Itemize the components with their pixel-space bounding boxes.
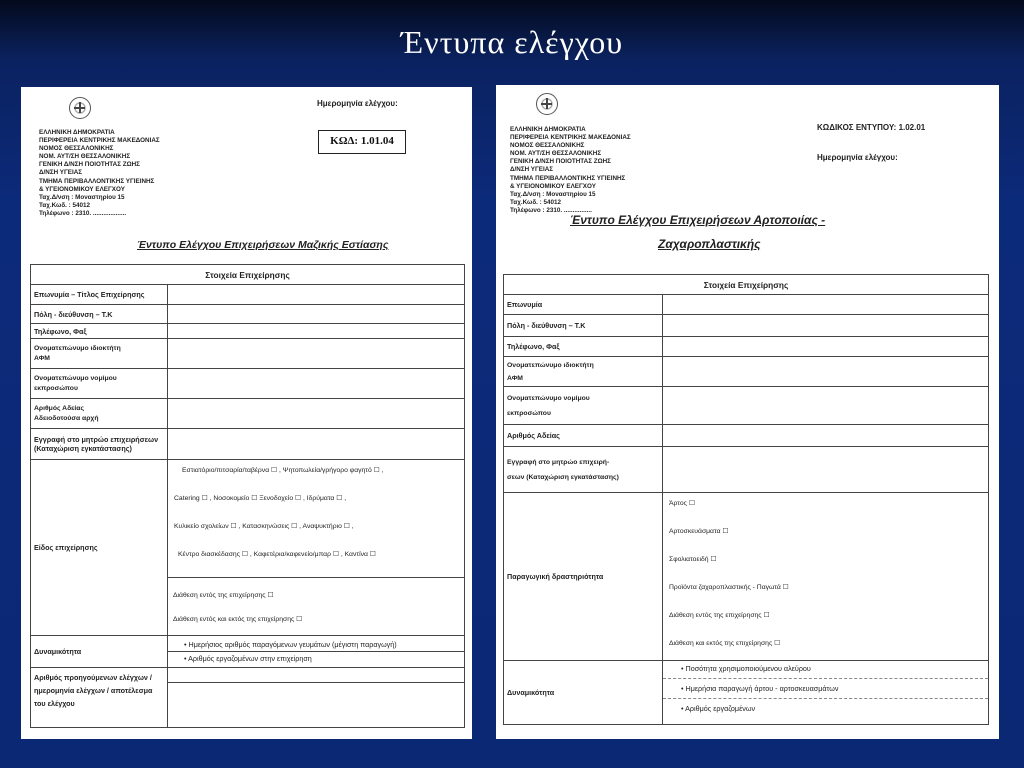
- header-line: ΓΕΝΙΚΗ Δ/ΝΣΗ ΠΟΙΟΤΗΤΑΣ ΖΩΗΣ: [510, 158, 611, 166]
- input-cell[interactable]: [168, 429, 465, 460]
- inspection-date-label: Ημερομηνία ελέγχου:: [317, 99, 398, 108]
- capacity-item-text: Αριθμός εργαζομένων στην επιχείρηση: [188, 654, 312, 663]
- row-label: Εγγραφή στο μητρώο επιχειρήσεων (Καταχώριση εγκατάστασης): [31, 429, 168, 460]
- capacity-item[interactable]: • Ημερήσιος αριθμός παραγόμενων γευμάτων (μέγιστη παραγωγή): [168, 638, 464, 652]
- production-options: [663, 493, 989, 661]
- business-details-table: [503, 274, 989, 725]
- input-cell[interactable]: [168, 369, 465, 399]
- production-option[interactable]: Αρτοσκευάσματα ☐: [669, 528, 729, 535]
- capacity-item-text: Ποσότητα χρησιμοποιούμενου αλεύρου: [685, 664, 811, 673]
- production-option[interactable]: Προϊόντα ζαχαροπλαστικής - Παγωτά ☐: [669, 584, 789, 591]
- capacity-item[interactable]: • Αριθμός εργαζομένων: [681, 704, 756, 713]
- row-label-line: Αριθμός Αδείας: [34, 405, 85, 412]
- type-option-line[interactable]: Κέντρο διασκέδασης ☐ , Καφετέρια/καφενείο/μπαρ ☐ , Καντίνα ☐: [178, 551, 376, 558]
- input-cell[interactable]: [168, 305, 465, 324]
- coat-of-arms-icon: [536, 93, 558, 115]
- inspection-date-label: Ημερομηνία ελέγχου:: [817, 153, 898, 162]
- row-label-line: Ονοματεπώνυμο νομίμου: [507, 394, 590, 402]
- previous-inspections-label: Αριθμός προηγούμενων ελέγχων / ημερομηνία ελέγχων / αποτέλεσμα του ελέγχου: [31, 668, 168, 728]
- authority-header: [510, 126, 631, 215]
- header-line: Ταχ.Κωδ. : 54012: [510, 198, 562, 206]
- authority-header: [39, 129, 160, 218]
- header-line: Τηλέφωνο : 2310. ................: [510, 206, 592, 214]
- capacity-item-text: Ημερήσια παραγωγή άρτου - αρτοσκευασμάτων: [685, 684, 839, 693]
- capacity-cell: [663, 661, 989, 725]
- header-line: ΝΟΜΟΣ ΘΕΣΣΑΛΟΝΙΚΗΣ: [510, 142, 585, 150]
- form-title-line-1: Έντυπο Ελέγχου Επιχειρήσεων Αρτοποιίας -: [570, 213, 826, 227]
- table-header: Στοιχεία Επιχείρησης: [31, 265, 465, 285]
- row-label: [504, 447, 663, 493]
- row-label: [31, 339, 168, 369]
- input-cell[interactable]: [663, 357, 989, 387]
- row-label-line: εκπροσώπου: [507, 409, 551, 417]
- row-label-line: Ονοματεπώνυμο νομίμου: [34, 375, 117, 382]
- coat-of-arms-icon: [69, 97, 91, 119]
- input-cell[interactable]: [168, 399, 465, 429]
- header-line: Δ/ΝΣΗ ΥΓΕΙΑΣ: [39, 169, 83, 177]
- capacity-cell: [168, 636, 465, 668]
- capacity-item[interactable]: • Ημερήσια παραγωγή άρτου - αρτοσκευασμάτων: [663, 679, 988, 699]
- row-label: [31, 399, 168, 429]
- header-line: ΕΛΛΗΝΙΚΗ ΔΗΜΟΚΡΑΤΙΑ: [510, 126, 586, 133]
- form-code-label: ΚΩΔΙΚΟΣ ΕΝΤΥΠΟΥ: 1.02.01: [817, 123, 926, 132]
- input-cell[interactable]: [663, 337, 989, 357]
- header-line: Ταχ.Κωδ. : 54012: [39, 201, 91, 209]
- disposal-option[interactable]: Διάθεση εντός και εκτός της επιχείρησης ☐: [173, 615, 303, 623]
- header-line: & ΥΓΕΙΟΝΟΜΙΚΟΥ ΕΛΕΓΧΟΥ: [39, 185, 125, 193]
- header-line: Ταχ.Δ/νση : Μοναστηρίου 15: [510, 190, 596, 198]
- type-option-line[interactable]: Εστιατόριο/πιτσαρία/ταβέρνα ☐ , Ψητοπωλεία/γρήγορο φαγητό ☐ ,: [182, 467, 384, 474]
- production-option[interactable]: Άρτος ☐: [669, 500, 695, 507]
- row-label: [504, 387, 663, 425]
- input-cell[interactable]: [168, 339, 465, 369]
- header-line: ΝΟΜ. ΑΥΤ/ΣΗ ΘΕΣΣΑΛΟΝΙΚΗΣ: [39, 153, 131, 161]
- input-cell[interactable]: [663, 315, 989, 337]
- right-document: [496, 85, 999, 739]
- header-line: Τηλέφωνο : 2310. ...................: [39, 209, 127, 217]
- header-line: ΤΜΗΜΑ ΠΕΡΙΒΑΛΛΟΝΤΙΚΗΣ ΥΓΙΕΙΝΗΣ: [39, 177, 155, 185]
- row-label: Τηλέφωνο, Φαξ: [31, 324, 168, 339]
- row-label-line: ΑΦΜ: [507, 374, 523, 382]
- row-label-line: Εγγραφή στο μητρώο επιχειρή-: [507, 458, 610, 466]
- input-cell[interactable]: [663, 447, 989, 493]
- header-line: ΝΟΜ. ΑΥΤ/ΣΗ ΘΕΣΣΑΛΟΝΙΚΗΣ: [510, 150, 602, 158]
- header-line: Ταχ.Δ/νση : Μοναστηρίου 15: [39, 193, 125, 201]
- row-label-line: Ονοματεπώνυμο ιδιοκτήτη: [507, 361, 594, 369]
- header-line: ΠΕΡΙΦΕΡΕΙΑ ΚΕΝΤΡΙΚΗΣ ΜΑΚΕΔΟΝΙΑΣ: [510, 134, 631, 142]
- disposal-options: [168, 578, 465, 636]
- header-line: Δ/ΝΣΗ ΥΓΕΙΑΣ: [510, 166, 554, 174]
- type-options: [168, 460, 465, 578]
- header-line: ΠΕΡΙΦΕΡΕΙΑ ΚΕΝΤΡΙΚΗΣ ΜΑΚΕΔΟΝΙΑΣ: [39, 137, 160, 145]
- capacity-item-text: Ημερήσιος αριθμός παραγόμενων γευμάτων (μέγιστη παραγωγή): [188, 640, 397, 649]
- row-label: Επωνυμία: [504, 295, 663, 315]
- business-details-table: [30, 264, 465, 728]
- input-cell[interactable]: [168, 324, 465, 339]
- slide-title: Έντυπα ελέγχου: [400, 24, 624, 60]
- row-label: [31, 369, 168, 399]
- form-title-line-2: Ζαχαροπλαστικής: [658, 237, 761, 251]
- header-line: ΓΕΝΙΚΗ Δ/ΝΣΗ ΠΟΙΟΤΗΤΑΣ ΖΩΗΣ: [39, 161, 140, 169]
- row-label-line: Αδειοδοτούσα αρχή: [34, 415, 99, 422]
- row-label-line: Ονοματεπώνυμο ιδιοκτήτη: [34, 345, 121, 352]
- form-title: Έντυπο Ελέγχου Επιχειρήσεων Μαζικής Εστίασης: [137, 239, 389, 251]
- row-label: Αριθμός Αδείας: [504, 425, 663, 447]
- row-label: Τηλέφωνο, Φαξ: [504, 337, 663, 357]
- form-code-box: ΚΩΔ: 1.01.04: [318, 130, 406, 154]
- capacity-label: Δυναμικότητα: [31, 636, 168, 668]
- header-line: ΤΜΗΜΑ ΠΕΡΙΒΑΛΛΟΝΤΙΚΗΣ ΥΓΙΕΙΝΗΣ: [510, 174, 626, 182]
- left-document: [21, 87, 472, 739]
- production-option[interactable]: Σφολιατοειδή ☐: [669, 556, 717, 563]
- previous-inspections-cell[interactable]: [168, 668, 465, 728]
- row-label-line: εκπροσώπου: [34, 385, 78, 392]
- capacity-item[interactable]: • Αριθμός εργαζομένων στην επιχείρηση: [184, 654, 312, 663]
- capacity-item[interactable]: • Ποσότητα χρησιμοποιούμενου αλεύρου: [663, 661, 988, 679]
- type-label: Είδος επιχείρησης: [31, 460, 168, 636]
- capacity-item-text: Αριθμός εργαζομένων: [685, 704, 756, 713]
- row-label-line: σεων (Καταχώριση εγκατάστασης): [507, 473, 619, 481]
- capacity-label: Δυναμικότητα: [504, 661, 663, 725]
- header-line: ΕΛΛΗΝΙΚΗ ΔΗΜΟΚΡΑΤΙΑ: [39, 129, 115, 136]
- input-cell[interactable]: [168, 285, 465, 305]
- input-cell[interactable]: [663, 387, 989, 425]
- type-option-line[interactable]: Κυλικείο σχολείων ☐ , Κατασκηνώσεις ☐ , Αναψυκτήριο ☐ ,: [174, 523, 354, 530]
- row-label: Πόλη - διεύθυνση – Τ.Κ: [504, 315, 663, 337]
- header-line: ΝΟΜΟΣ ΘΕΣΣΑΛΟΝΙΚΗΣ: [39, 145, 114, 153]
- production-option[interactable]: Διάθεση εντός της επιχείρησης ☐: [669, 612, 770, 619]
- disposal-option[interactable]: Διάθεση εντός της επιχείρησης ☐: [173, 591, 274, 599]
- row-label-line: ΑΦΜ: [34, 355, 50, 362]
- table-header: Στοιχεία Επιχείρησης: [504, 275, 989, 295]
- row-label: [504, 357, 663, 387]
- header-line: & ΥΓΕΙΟΝΟΜΙΚΟΥ ΕΛΕΓΧΟΥ: [510, 182, 596, 190]
- type-option-line[interactable]: Catering ☐ , Νοσοκομείο ☐ Ξενοδοχείο ☐ , Ιδρύματα ☐ ,: [174, 495, 347, 502]
- row-label: Επωνυμία – Τίτλος Επιχείρησης: [31, 285, 168, 305]
- row-label: Πόλη - διεύθυνση – Τ.Κ: [31, 305, 168, 324]
- production-option[interactable]: Διάθεση και εκτός της επιχείρησης ☐: [669, 640, 781, 647]
- input-cell[interactable]: [663, 425, 989, 447]
- production-label: Παραγωγική δραστηριότητα: [504, 493, 663, 661]
- input-cell[interactable]: [663, 295, 989, 315]
